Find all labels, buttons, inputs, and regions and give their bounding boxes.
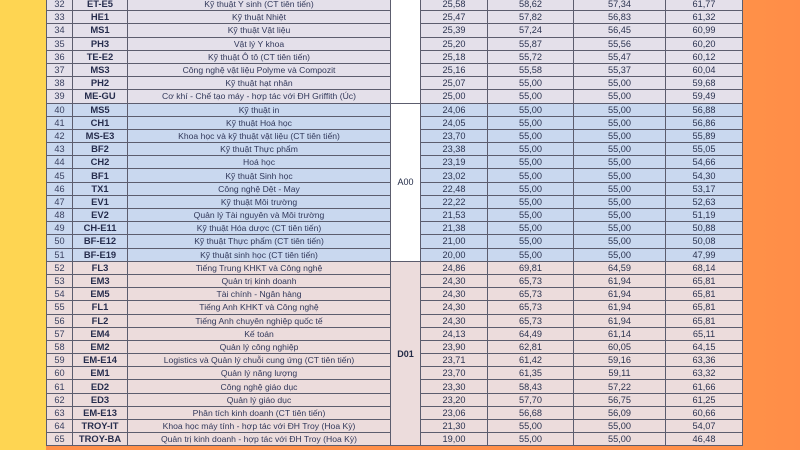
score-xtt-cell: 61,94 — [574, 288, 666, 301]
score-xtt-cell: 61,94 — [574, 314, 666, 327]
score-tsa-cell: 55,00 — [488, 235, 574, 248]
subject-group-cell — [391, 0, 421, 103]
table-body — [47, 0, 743, 446]
score-xtt-cell: 55,00 — [574, 77, 666, 90]
table-row — [47, 103, 743, 116]
major-name-cell: Kỹ thuật hạt nhân — [128, 77, 391, 90]
score-xtt-cell: 55,37 — [574, 63, 666, 76]
major-name-cell: Quản lý năng lượng — [128, 367, 391, 380]
score-thpt-cell: 21,38 — [421, 222, 488, 235]
major-name-cell: Kế toán — [128, 327, 391, 340]
score-thpt-cell: 24,30 — [421, 314, 488, 327]
score-dgnl-cell: 56,86 — [666, 116, 743, 129]
score-dgnl-cell: 51,19 — [666, 209, 743, 222]
row-number-cell: 50 — [47, 235, 73, 248]
score-dgnl-cell: 54,30 — [666, 169, 743, 182]
score-tsa-cell: 55,00 — [488, 103, 574, 116]
score-dgnl-cell: 68,14 — [666, 261, 743, 274]
score-xtt-cell: 56,75 — [574, 393, 666, 406]
major-code-cell: PH2 — [73, 77, 128, 90]
admission-scores-table — [46, 0, 743, 446]
score-thpt-cell: 24,13 — [421, 327, 488, 340]
score-tsa-cell: 65,73 — [488, 274, 574, 287]
score-thpt-cell: 23,20 — [421, 393, 488, 406]
score-dgnl-cell: 55,05 — [666, 143, 743, 156]
score-dgnl-cell: 46,48 — [666, 433, 743, 446]
score-dgnl-cell: 61,32 — [666, 11, 743, 24]
score-xtt-cell: 56,09 — [574, 406, 666, 419]
major-name-cell: Kỹ thuật Ô tô (CT tiên tiến) — [128, 50, 391, 63]
major-code-cell: ED3 — [73, 393, 128, 406]
score-dgnl-cell: 63,36 — [666, 354, 743, 367]
score-xtt-cell: 64,59 — [574, 261, 666, 274]
major-name-cell: Kỹ thuật Sinh học — [128, 169, 391, 182]
major-code-cell: EV1 — [73, 195, 128, 208]
major-name-cell: Kỹ thuật Nhiệt — [128, 11, 391, 24]
score-tsa-cell: 55,00 — [488, 222, 574, 235]
major-code-cell: MS1 — [73, 24, 128, 37]
score-xtt-cell: 55,00 — [574, 169, 666, 182]
row-number-cell: 42 — [47, 129, 73, 142]
major-name-cell: Quản trị kinh doanh - hợp tác với ĐH Troy (Hoa Kỳ) — [128, 433, 391, 446]
score-tsa-cell: 55,00 — [488, 169, 574, 182]
score-tsa-cell: 55,00 — [488, 433, 574, 446]
major-name-cell: Phân tích kinh doanh (CT tiên tiến) — [128, 406, 391, 419]
major-name-cell: Kỹ thuật Y sinh (CT tiên tiến) — [128, 0, 391, 11]
major-code-cell: ME-GU — [73, 90, 128, 103]
score-xtt-cell: 56,45 — [574, 24, 666, 37]
score-tsa-cell: 56,68 — [488, 406, 574, 419]
score-dgnl-cell: 60,99 — [666, 24, 743, 37]
row-number-cell: 57 — [47, 327, 73, 340]
score-dgnl-cell: 63,32 — [666, 367, 743, 380]
score-xtt-cell: 55,00 — [574, 248, 666, 261]
major-name-cell: Tài chính - Ngân hàng — [128, 288, 391, 301]
score-tsa-cell: 55,00 — [488, 420, 574, 433]
major-code-cell: MS-E3 — [73, 129, 128, 142]
score-thpt-cell: 21,30 — [421, 420, 488, 433]
major-name-cell: Logistics và Quản lý chuỗi cung ứng (CT tiên tiến) — [128, 354, 391, 367]
major-code-cell: EM-E13 — [73, 406, 128, 419]
score-thpt-cell: 23,30 — [421, 380, 488, 393]
score-tsa-cell: 55,00 — [488, 143, 574, 156]
score-dgnl-cell: 54,07 — [666, 420, 743, 433]
major-code-cell: MS3 — [73, 63, 128, 76]
score-xtt-cell: 61,94 — [574, 274, 666, 287]
major-name-cell: Kỹ thuật Hóa dược (CT tiên tiến) — [128, 222, 391, 235]
row-number-cell: 58 — [47, 340, 73, 353]
row-number-cell: 45 — [47, 169, 73, 182]
subject-group-cell: D01 — [391, 261, 421, 446]
row-number-cell: 39 — [47, 90, 73, 103]
score-xtt-cell: 59,11 — [574, 367, 666, 380]
major-code-cell: EM-E14 — [73, 354, 128, 367]
major-name-cell: Quản lý giáo dục — [128, 393, 391, 406]
major-name-cell: Kỹ thuật Vật liệu — [128, 24, 391, 37]
row-number-cell: 37 — [47, 63, 73, 76]
major-code-cell: BF2 — [73, 143, 128, 156]
score-xtt-cell: 55,56 — [574, 37, 666, 50]
row-number-cell: 38 — [47, 77, 73, 90]
score-thpt-cell: 25,39 — [421, 24, 488, 37]
score-xtt-cell: 61,94 — [574, 301, 666, 314]
score-thpt-cell: 23,70 — [421, 129, 488, 142]
row-number-cell: 48 — [47, 209, 73, 222]
row-number-cell: 59 — [47, 354, 73, 367]
score-dgnl-cell: 65,81 — [666, 314, 743, 327]
score-dgnl-cell: 60,66 — [666, 406, 743, 419]
major-name-cell: Kỹ thuật Môi trường — [128, 195, 391, 208]
major-code-cell: EM3 — [73, 274, 128, 287]
score-thpt-cell: 23,02 — [421, 169, 488, 182]
score-thpt-cell: 22,48 — [421, 182, 488, 195]
row-number-cell: 62 — [47, 393, 73, 406]
score-dgnl-cell: 50,08 — [666, 235, 743, 248]
major-name-cell: Khoa học và kỹ thuật vật liệu (CT tiên tiến) — [128, 129, 391, 142]
row-number-cell: 56 — [47, 314, 73, 327]
row-number-cell: 43 — [47, 143, 73, 156]
right-orange-background — [742, 0, 800, 450]
row-number-cell: 46 — [47, 182, 73, 195]
score-dgnl-cell: 60,04 — [666, 63, 743, 76]
score-xtt-cell: 55,00 — [574, 420, 666, 433]
row-number-cell: 61 — [47, 380, 73, 393]
score-dgnl-cell: 53,17 — [666, 182, 743, 195]
score-tsa-cell: 55,00 — [488, 116, 574, 129]
row-number-cell: 60 — [47, 367, 73, 380]
score-xtt-cell: 60,05 — [574, 340, 666, 353]
major-name-cell: Quản trị kinh doanh — [128, 274, 391, 287]
table-row — [47, 261, 743, 274]
major-code-cell: EM5 — [73, 288, 128, 301]
major-code-cell: CH1 — [73, 116, 128, 129]
score-thpt-cell: 19,00 — [421, 433, 488, 446]
score-thpt-cell: 23,06 — [421, 406, 488, 419]
score-tsa-cell: 55,87 — [488, 37, 574, 50]
score-thpt-cell: 20,00 — [421, 248, 488, 261]
score-tsa-cell: 57,24 — [488, 24, 574, 37]
row-number-cell: 65 — [47, 433, 73, 446]
score-thpt-cell: 24,06 — [421, 103, 488, 116]
row-number-cell: 36 — [47, 50, 73, 63]
score-dgnl-cell: 60,20 — [666, 37, 743, 50]
major-name-cell: Công nghệ vật liệu Polyme và Compozit — [128, 63, 391, 76]
major-name-cell: Quản lý Tài nguyên và Môi trường — [128, 209, 391, 222]
major-code-cell: TROY-IT — [73, 420, 128, 433]
score-xtt-cell: 55,47 — [574, 50, 666, 63]
score-dgnl-cell: 55,89 — [666, 129, 743, 142]
subject-group-cell: A00 — [391, 103, 421, 261]
score-thpt-cell: 25,58 — [421, 0, 488, 11]
score-tsa-cell: 69,81 — [488, 261, 574, 274]
score-thpt-cell: 25,07 — [421, 77, 488, 90]
row-number-cell: 33 — [47, 11, 73, 24]
score-thpt-cell: 24,30 — [421, 301, 488, 314]
major-code-cell: PH3 — [73, 37, 128, 50]
score-tsa-cell: 57,70 — [488, 393, 574, 406]
score-dgnl-cell: 65,81 — [666, 301, 743, 314]
major-name-cell: Kỹ thuật in — [128, 103, 391, 116]
major-code-cell: TX1 — [73, 182, 128, 195]
score-xtt-cell: 55,00 — [574, 116, 666, 129]
major-code-cell: ET-E5 — [73, 0, 128, 11]
score-xtt-cell: 59,16 — [574, 354, 666, 367]
major-name-cell: Kỹ thuật Thực phẩm (CT tiên tiến) — [128, 235, 391, 248]
score-dgnl-cell: 60,12 — [666, 50, 743, 63]
row-number-cell: 47 — [47, 195, 73, 208]
score-dgnl-cell: 61,25 — [666, 393, 743, 406]
score-dgnl-cell: 61,77 — [666, 0, 743, 11]
major-code-cell: TE-E2 — [73, 50, 128, 63]
score-xtt-cell: 55,00 — [574, 143, 666, 156]
major-code-cell: MS5 — [73, 103, 128, 116]
score-thpt-cell: 21,53 — [421, 209, 488, 222]
score-dgnl-cell: 56,88 — [666, 103, 743, 116]
score-xtt-cell: 55,00 — [574, 222, 666, 235]
major-code-cell: EM4 — [73, 327, 128, 340]
score-thpt-cell: 25,18 — [421, 50, 488, 63]
major-code-cell: BF-E19 — [73, 248, 128, 261]
score-tsa-cell: 65,73 — [488, 301, 574, 314]
score-tsa-cell: 55,00 — [488, 156, 574, 169]
score-dgnl-cell: 61,66 — [666, 380, 743, 393]
major-name-cell: Hoá học — [128, 156, 391, 169]
major-code-cell: FL1 — [73, 301, 128, 314]
major-code-cell: CH-E11 — [73, 222, 128, 235]
major-name-cell: Kỹ thuật Hoá học — [128, 116, 391, 129]
score-thpt-cell: 25,47 — [421, 11, 488, 24]
score-dgnl-cell: 52,63 — [666, 195, 743, 208]
major-code-cell: HE1 — [73, 11, 128, 24]
row-number-cell: 53 — [47, 274, 73, 287]
score-thpt-cell: 23,90 — [421, 340, 488, 353]
score-tsa-cell: 55,00 — [488, 90, 574, 103]
major-code-cell: FL3 — [73, 261, 128, 274]
score-xtt-cell: 55,00 — [574, 209, 666, 222]
score-xtt-cell: 57,34 — [574, 0, 666, 11]
score-thpt-cell: 23,70 — [421, 367, 488, 380]
score-thpt-cell: 23,71 — [421, 354, 488, 367]
major-code-cell: EM2 — [73, 340, 128, 353]
score-xtt-cell: 57,22 — [574, 380, 666, 393]
major-name-cell: Kỹ thuật sinh học (CT tiên tiến) — [128, 248, 391, 261]
score-dgnl-cell: 65,81 — [666, 288, 743, 301]
major-code-cell: FL2 — [73, 314, 128, 327]
major-name-cell: Công nghệ Dệt - May — [128, 182, 391, 195]
row-number-cell: 41 — [47, 116, 73, 129]
score-dgnl-cell: 47,99 — [666, 248, 743, 261]
score-tsa-cell: 65,73 — [488, 314, 574, 327]
score-xtt-cell: 55,00 — [574, 156, 666, 169]
score-xtt-cell: 55,00 — [574, 195, 666, 208]
major-name-cell: Tiếng Anh chuyên nghiệp quốc tế — [128, 314, 391, 327]
row-number-cell: 52 — [47, 261, 73, 274]
table-row — [47, 0, 743, 11]
score-tsa-cell: 55,00 — [488, 248, 574, 261]
score-tsa-cell: 62,81 — [488, 340, 574, 353]
score-xtt-cell: 55,00 — [574, 103, 666, 116]
score-tsa-cell: 58,62 — [488, 0, 574, 11]
major-code-cell: EV2 — [73, 209, 128, 222]
score-thpt-cell: 24,05 — [421, 116, 488, 129]
score-xtt-cell: 55,00 — [574, 182, 666, 195]
score-thpt-cell: 23,38 — [421, 143, 488, 156]
score-tsa-cell: 55,00 — [488, 195, 574, 208]
row-number-cell: 35 — [47, 37, 73, 50]
score-tsa-cell: 55,72 — [488, 50, 574, 63]
major-name-cell: Khoa học máy tính - hợp tác với ĐH Troy (Hoa Kỳ) — [128, 420, 391, 433]
score-tsa-cell: 65,73 — [488, 288, 574, 301]
score-thpt-cell: 24,86 — [421, 261, 488, 274]
score-thpt-cell: 21,00 — [421, 235, 488, 248]
score-dgnl-cell: 65,81 — [666, 274, 743, 287]
major-code-cell: BF-E12 — [73, 235, 128, 248]
score-dgnl-cell: 65,11 — [666, 327, 743, 340]
score-xtt-cell: 55,00 — [574, 90, 666, 103]
row-number-cell: 40 — [47, 103, 73, 116]
score-thpt-cell: 25,00 — [421, 90, 488, 103]
major-name-cell: Công nghệ giáo dục — [128, 380, 391, 393]
major-code-cell: EM1 — [73, 367, 128, 380]
score-thpt-cell: 23,19 — [421, 156, 488, 169]
score-thpt-cell: 25,16 — [421, 63, 488, 76]
major-code-cell: ED2 — [73, 380, 128, 393]
major-name-cell: Quản lý công nghiệp — [128, 340, 391, 353]
major-code-cell: CH2 — [73, 156, 128, 169]
score-tsa-cell: 64,49 — [488, 327, 574, 340]
score-tsa-cell: 55,58 — [488, 63, 574, 76]
score-tsa-cell: 58,43 — [488, 380, 574, 393]
major-name-cell: Tiếng Anh KHKT và Công nghệ — [128, 301, 391, 314]
score-xtt-cell: 61,14 — [574, 327, 666, 340]
row-number-cell: 64 — [47, 420, 73, 433]
score-tsa-cell: 57,82 — [488, 11, 574, 24]
score-xtt-cell: 55,00 — [574, 129, 666, 142]
score-thpt-cell: 22,22 — [421, 195, 488, 208]
score-tsa-cell: 61,42 — [488, 354, 574, 367]
left-yellow-background — [0, 0, 46, 450]
score-tsa-cell: 55,00 — [488, 182, 574, 195]
major-name-cell: Vật lý Y khoa — [128, 37, 391, 50]
row-number-cell: 55 — [47, 301, 73, 314]
row-number-cell: 63 — [47, 406, 73, 419]
major-name-cell: Kỹ thuật Thực phẩm — [128, 143, 391, 156]
score-thpt-cell: 25,20 — [421, 37, 488, 50]
score-dgnl-cell: 59,68 — [666, 77, 743, 90]
major-code-cell: TROY-BA — [73, 433, 128, 446]
score-tsa-cell: 55,00 — [488, 209, 574, 222]
score-dgnl-cell: 59,49 — [666, 90, 743, 103]
row-number-cell: 51 — [47, 248, 73, 261]
score-xtt-cell: 55,00 — [574, 235, 666, 248]
major-name-cell: Tiếng Trung KHKT và Công nghệ — [128, 261, 391, 274]
score-dgnl-cell: 54,66 — [666, 156, 743, 169]
major-name-cell: Cơ khí - Chế tạo máy - hợp tác với ĐH Griffith (Úc) — [128, 90, 391, 103]
score-xtt-cell: 56,83 — [574, 11, 666, 24]
row-number-cell: 54 — [47, 288, 73, 301]
major-code-cell: BF1 — [73, 169, 128, 182]
row-number-cell: 34 — [47, 24, 73, 37]
score-xtt-cell: 55,00 — [574, 433, 666, 446]
row-number-cell: 44 — [47, 156, 73, 169]
score-thpt-cell: 24,30 — [421, 274, 488, 287]
score-thpt-cell: 24,30 — [421, 288, 488, 301]
row-number-cell: 49 — [47, 222, 73, 235]
score-tsa-cell: 55,00 — [488, 77, 574, 90]
score-tsa-cell: 61,35 — [488, 367, 574, 380]
score-dgnl-cell: 50,88 — [666, 222, 743, 235]
row-number-cell: 32 — [47, 0, 73, 11]
score-dgnl-cell: 64,15 — [666, 340, 743, 353]
score-tsa-cell: 55,00 — [488, 129, 574, 142]
